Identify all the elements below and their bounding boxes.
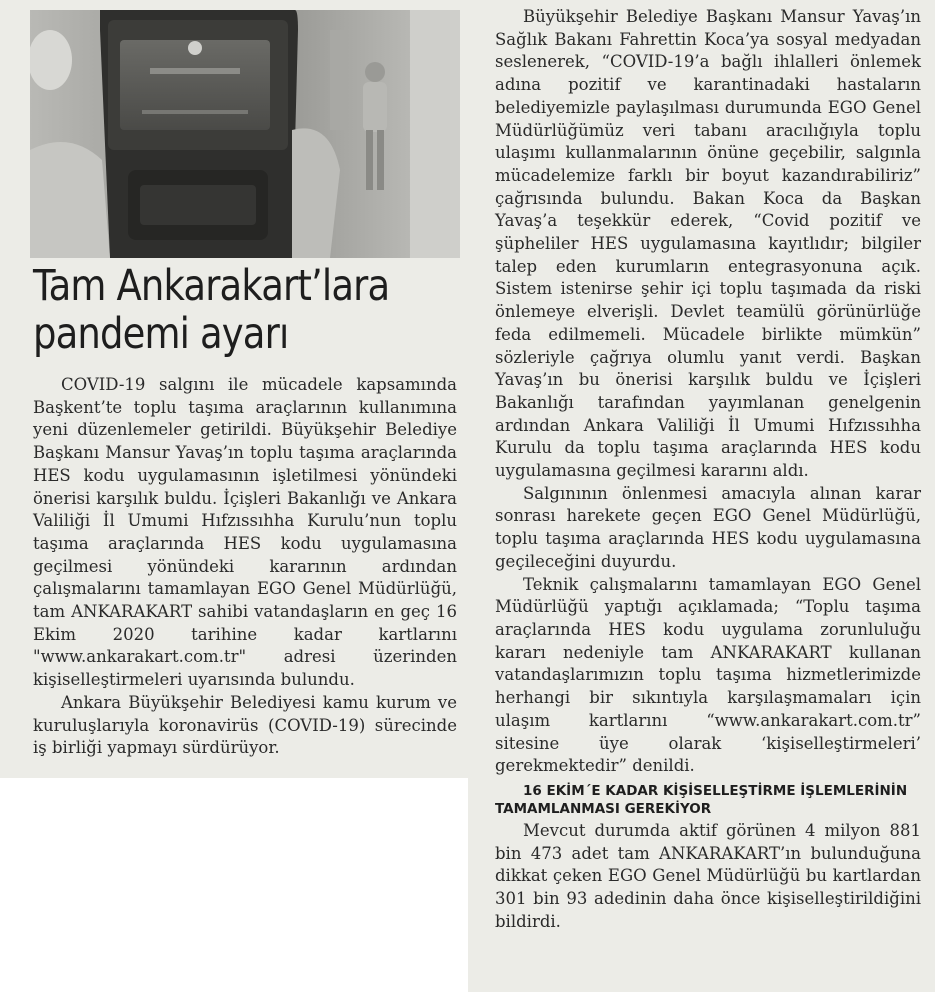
article-photo [30, 10, 460, 258]
section-subheading: 16 EKİM´E KADAR KİŞİSELLEŞTİRME İŞLEMLERİNİN TAMAMLANMASI GEREKİYOR [495, 782, 908, 817]
paragraph: Mevcut durumda aktif görünen 4 milyon 881 bin 473 adet tam ANKARAKART’ın bulunduğuna dikkat çeken EGO Genel Müdürlüğü bu kartlardan 301 bin 93 adedinin daha önce kişiselleştirildiğini bildirdi. [495, 820, 921, 931]
paragraph: Salgınının önlenmesi amacıyla alınan karar sonrası harekete geçen EGO Genel Müdürlüğü, toplu taşıma araçlarında HES kodu uygulamasına geçileceğini duyurdu. [495, 483, 921, 571]
paragraph: Ankara Büyükşehir Belediyesi kamu kurum ve kuruluşlarıyla koronavirüs (COVID-19) sürecinde iş birliği yapmayı sürdürüyor. [33, 692, 457, 758]
paragraph: Teknik çalışmalarını tamamlayan EGO Genel Müdürlüğü yaptığı açıklamada; “Toplu taşıma araçlarında HES kodu uygulama zorunluluğu kararı nedeniyle tam ANKARAKART kullanan vatandaşlarımızın toplu taşıma hizmetlerimizde herhangi bir sıkıntıyla karşılaşmamaları için ulaşım kartlarını “www.ankarakart.com.tr” sitesine üye olarak ‘kişiselleştirmeleri’ gerekmektedir” denildi. [495, 574, 921, 776]
paragraph: COVID-19 salgını ile mücadele kapsamında Başkent’te toplu taşıma araçlarının kullanımına yeni düzenlemeler getirildi. Büyükşehir Belediye Başkanı Mansur Yavaş’ın toplu taşıma araçlarında HES kodu uygulamasının işletilmesi yönündeki önerisi karşılık buldu. İçişleri Bakanlığı ve Ankara Valiliği İl Umumi Hıfzıssıhha Kurulu’nun toplu taşıma araçlarında HES kodu uygulamasına geçilmesi yönündeki kararının ardından çalışmalarını tamamlayan EGO Genel Müdürlüğü, tam ANKARAKART sahibi vatandaşların en geç 16 Ekim 2020 tarihine kadar kartlarını "www.ankarakart.com.tr" adresi üzerinden kişiselleştirmeleri uyarısında bulundu. [33, 375, 457, 690]
article-column-right [495, 6, 921, 933]
headline: Tam Ankarakart’lara pandemi ayarı [33, 261, 390, 359]
article-column-left [33, 374, 457, 760]
card-reader-photo-icon [30, 10, 460, 258]
paragraph: Büyükşehir Belediye Başkanı Mansur Yavaş’ın Sağlık Bakanı Fahrettin Koca’ya sosyal medyadan seslenerek, “COVID-19’a bağlı ihlalleri önlemek adına pozitif ve karantinadaki hastaların belediyemizle paylaşılması durumunda EGO Genel Müdürlüğümüz veri tabanı aracılığıyla toplu ulaşımı kullanmalarının önüne geçebilir, salgınla mücadelemize farklı bir boyut kazandırabiliriz” çağrısında bulundu. Bakan Koca da Başkan Yavaş’a teşekkür ederek, “Covid pozitif ve şüpheliler HES uygulamasına kayıtlıdır; bilgiler talep eden kurumların entegrasyonuna açık. Sistem istenirse şehir içi toplu taşımada da riski önlemeye elverişli. Devlet teamülü görünürlüğe feda edilmemeli. Mücadele birlikte mümkün” sözleriyle çağrıya olumlu yanıt verdi. Başkan Yavaş’ın bu önerisi karşılık buldu ve İçişleri Bakanlığı tarafından yayımlanan genelgenin ardından Ankara Valiliği İl Umumi Hıfzıssıhha Kurulu da toplu taşıma araçlarında HES kodu uygulamasına geçilmesi kararını aldı. [495, 7, 921, 481]
